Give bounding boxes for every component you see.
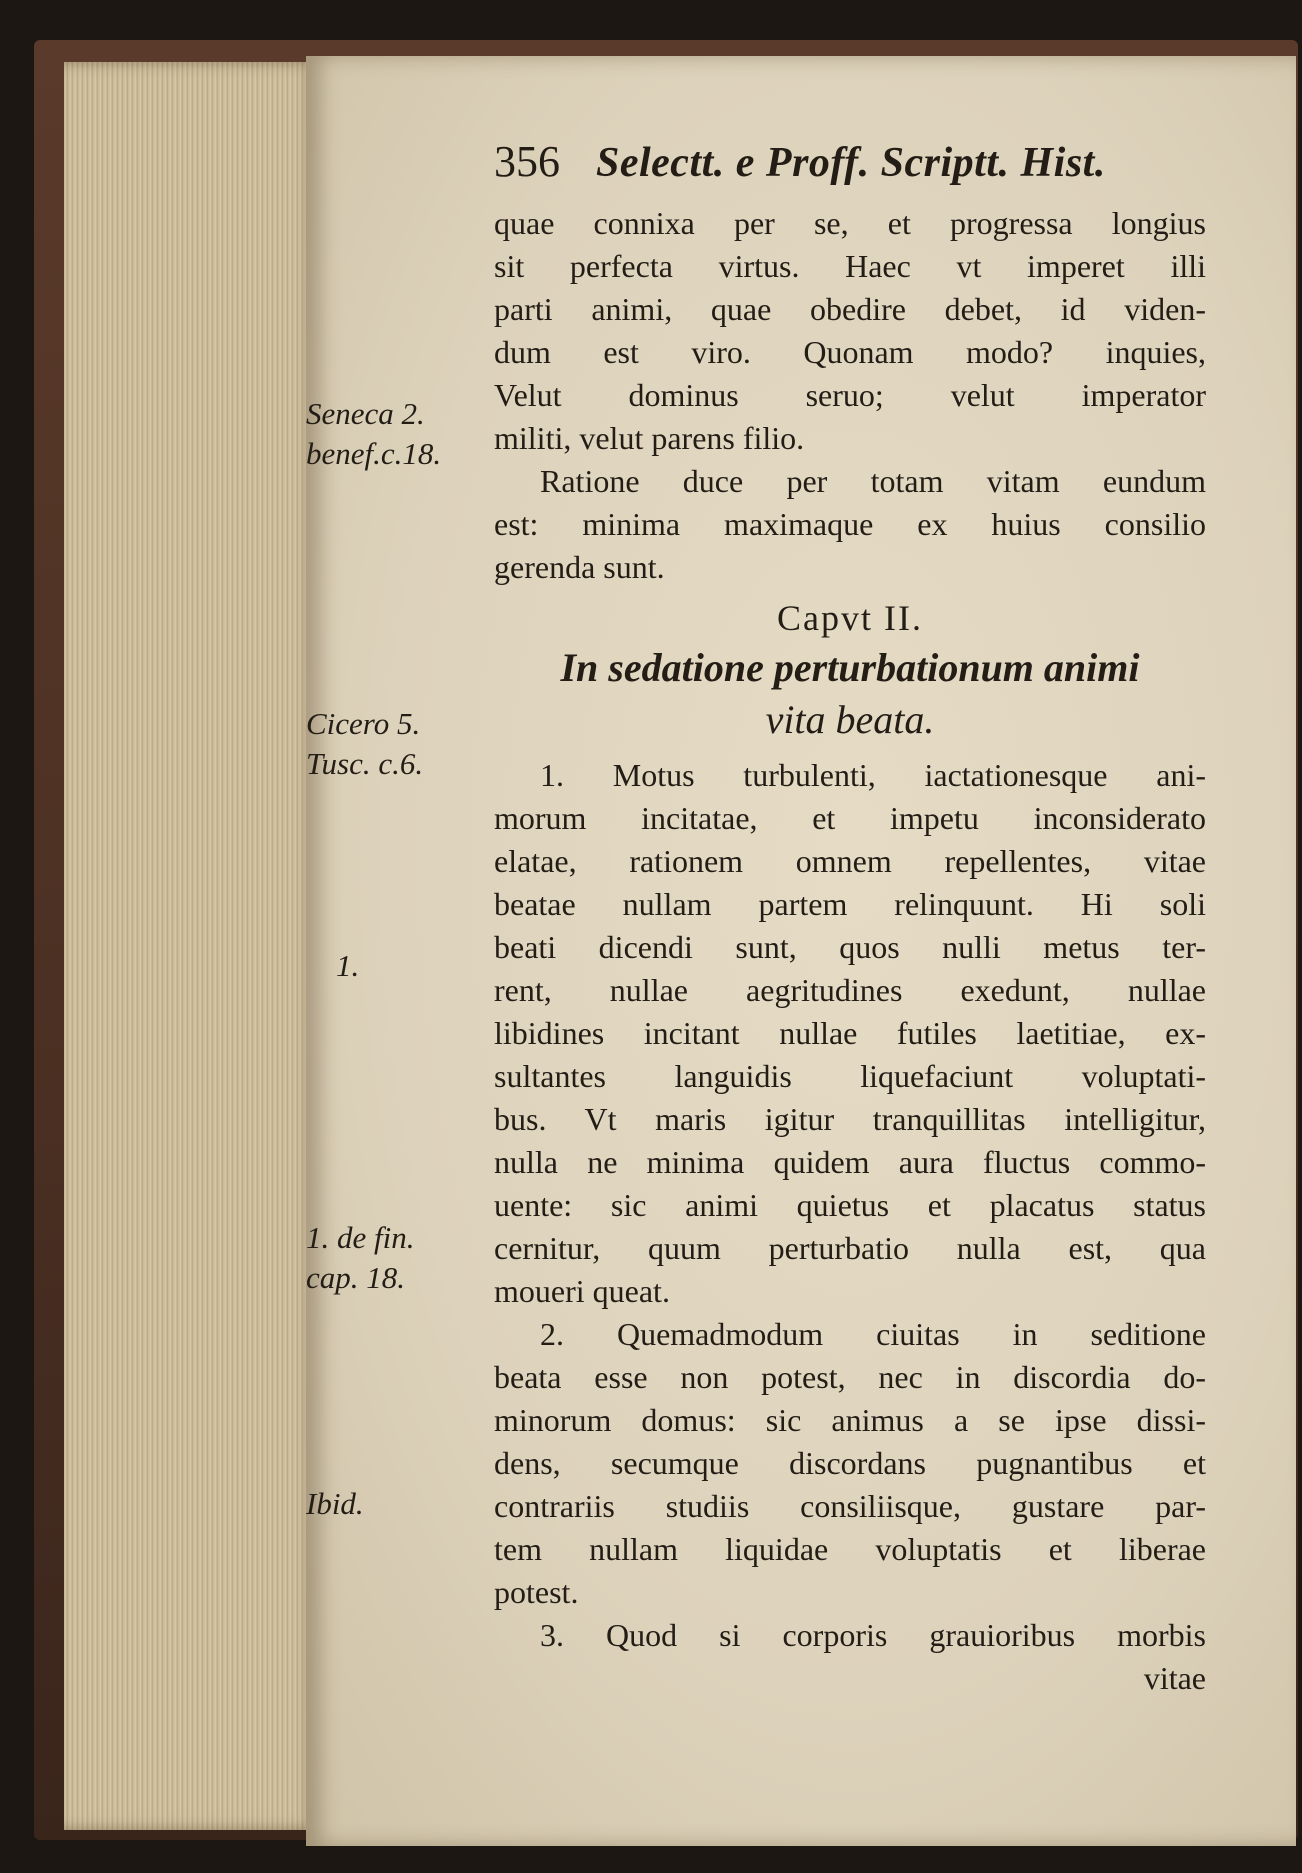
margin-note-line: Tusc. c.6. bbox=[306, 746, 424, 781]
text-line: militi, velut parens filio. bbox=[494, 420, 805, 456]
chapter-subtitle: vita beata. bbox=[765, 697, 935, 742]
text-line: dens, secumque discordans pugnantibus et bbox=[494, 1445, 1206, 1481]
text-line: uente: sic animi quietus et placatus status bbox=[494, 1187, 1206, 1223]
text-line: cernitur, quum perturbatio nulla est, qua bbox=[494, 1230, 1206, 1266]
text-line: Velut dominus seruo; velut imperator bbox=[494, 377, 1206, 413]
margin-note-line: Seneca 2. bbox=[306, 396, 425, 431]
text-line: 1. Motus turbulenti, iactationesque ani- bbox=[540, 757, 1206, 793]
text-line: gerenda sunt. bbox=[494, 549, 665, 585]
text-line: quae connixa per se, et progressa longius bbox=[494, 205, 1206, 241]
text-line: dum est viro. Quonam modo? inquies, bbox=[494, 334, 1206, 370]
text-line: est: minima maximaque ex huius consilio bbox=[494, 506, 1206, 542]
chapter-title: In sedatione perturbationum animi bbox=[560, 645, 1140, 690]
text-line: 3. Quod si corporis grauioribus morbis bbox=[540, 1617, 1206, 1653]
text-line: sit perfecta virtus. Haec vt imperet illi bbox=[494, 248, 1206, 284]
margin-note-mark: 1. bbox=[336, 948, 360, 983]
text-line: tem nullam liquidae voluptatis et liberae bbox=[494, 1531, 1206, 1567]
text-line: rent, nullae aegritudines exedunt, nullae bbox=[494, 972, 1206, 1008]
text-line: potest. bbox=[494, 1574, 579, 1610]
margin-note-seneca bbox=[306, 394, 456, 474]
margin-note-line: cap. 18. bbox=[306, 1260, 406, 1295]
text-line: libidines incitant nullae futiles laetitiae, ex- bbox=[494, 1015, 1206, 1051]
paragraph-1 bbox=[494, 202, 1206, 460]
text-line: Ratione duce per totam vitam eundum bbox=[540, 463, 1206, 499]
text-line: minorum domus: sic animus a se ipse dissi- bbox=[494, 1402, 1206, 1438]
book-page bbox=[306, 56, 1296, 1846]
text-line: beati dicendi sunt, quos nulli metus ter- bbox=[494, 929, 1206, 965]
paragraph-5 bbox=[494, 1614, 1206, 1700]
text-line: 2. Quemadmodum ciuitas in seditione bbox=[540, 1316, 1206, 1352]
paragraph-3 bbox=[494, 754, 1206, 1313]
margin-note-line: benef.c.18. bbox=[306, 436, 442, 471]
catchword: vitae bbox=[1143, 1660, 1206, 1696]
running-title: Selectt. e Proff. Scriptt. Hist. bbox=[596, 140, 1106, 186]
chapter-heading: Capvt II. bbox=[777, 598, 923, 638]
margin-note-line: Cicero 5. bbox=[306, 706, 421, 741]
page-number: 356 bbox=[494, 137, 560, 186]
page-content bbox=[306, 136, 1276, 1700]
paragraph-4 bbox=[494, 1313, 1206, 1614]
text-line: beata esse non potest, nec in discordia do- bbox=[494, 1359, 1206, 1395]
text-line: beatae nullam partem relinquunt. Hi soli bbox=[494, 886, 1206, 922]
text-line: moueri queat. bbox=[494, 1273, 670, 1309]
margin-note-cicero bbox=[306, 704, 456, 784]
paragraph-2 bbox=[494, 460, 1206, 589]
margin-note-defin bbox=[306, 1218, 456, 1298]
margin-note-ibid: Ibid. bbox=[306, 1486, 364, 1521]
text-line: nulla ne minima quidem aura fluctus commo- bbox=[494, 1144, 1206, 1180]
text-line: parti animi, quae obedire debet, id viden- bbox=[494, 291, 1206, 327]
text-line: sultantes languidis liquefaciunt voluptati- bbox=[494, 1058, 1206, 1094]
text-line: elatae, rationem omnem repellentes, vitae bbox=[494, 843, 1206, 879]
text-line: contrariis studiis consiliisque, gustare par- bbox=[494, 1488, 1206, 1524]
page-header bbox=[494, 136, 1276, 202]
body-text bbox=[494, 202, 1206, 1700]
page-edges bbox=[64, 62, 318, 1830]
text-line: bus. Vt maris igitur tranquillitas intelligitur, bbox=[494, 1101, 1206, 1137]
margin-note-line: 1. de fin. bbox=[306, 1220, 415, 1255]
text-line: morum incitatae, et impetu inconsiderato bbox=[494, 800, 1206, 836]
